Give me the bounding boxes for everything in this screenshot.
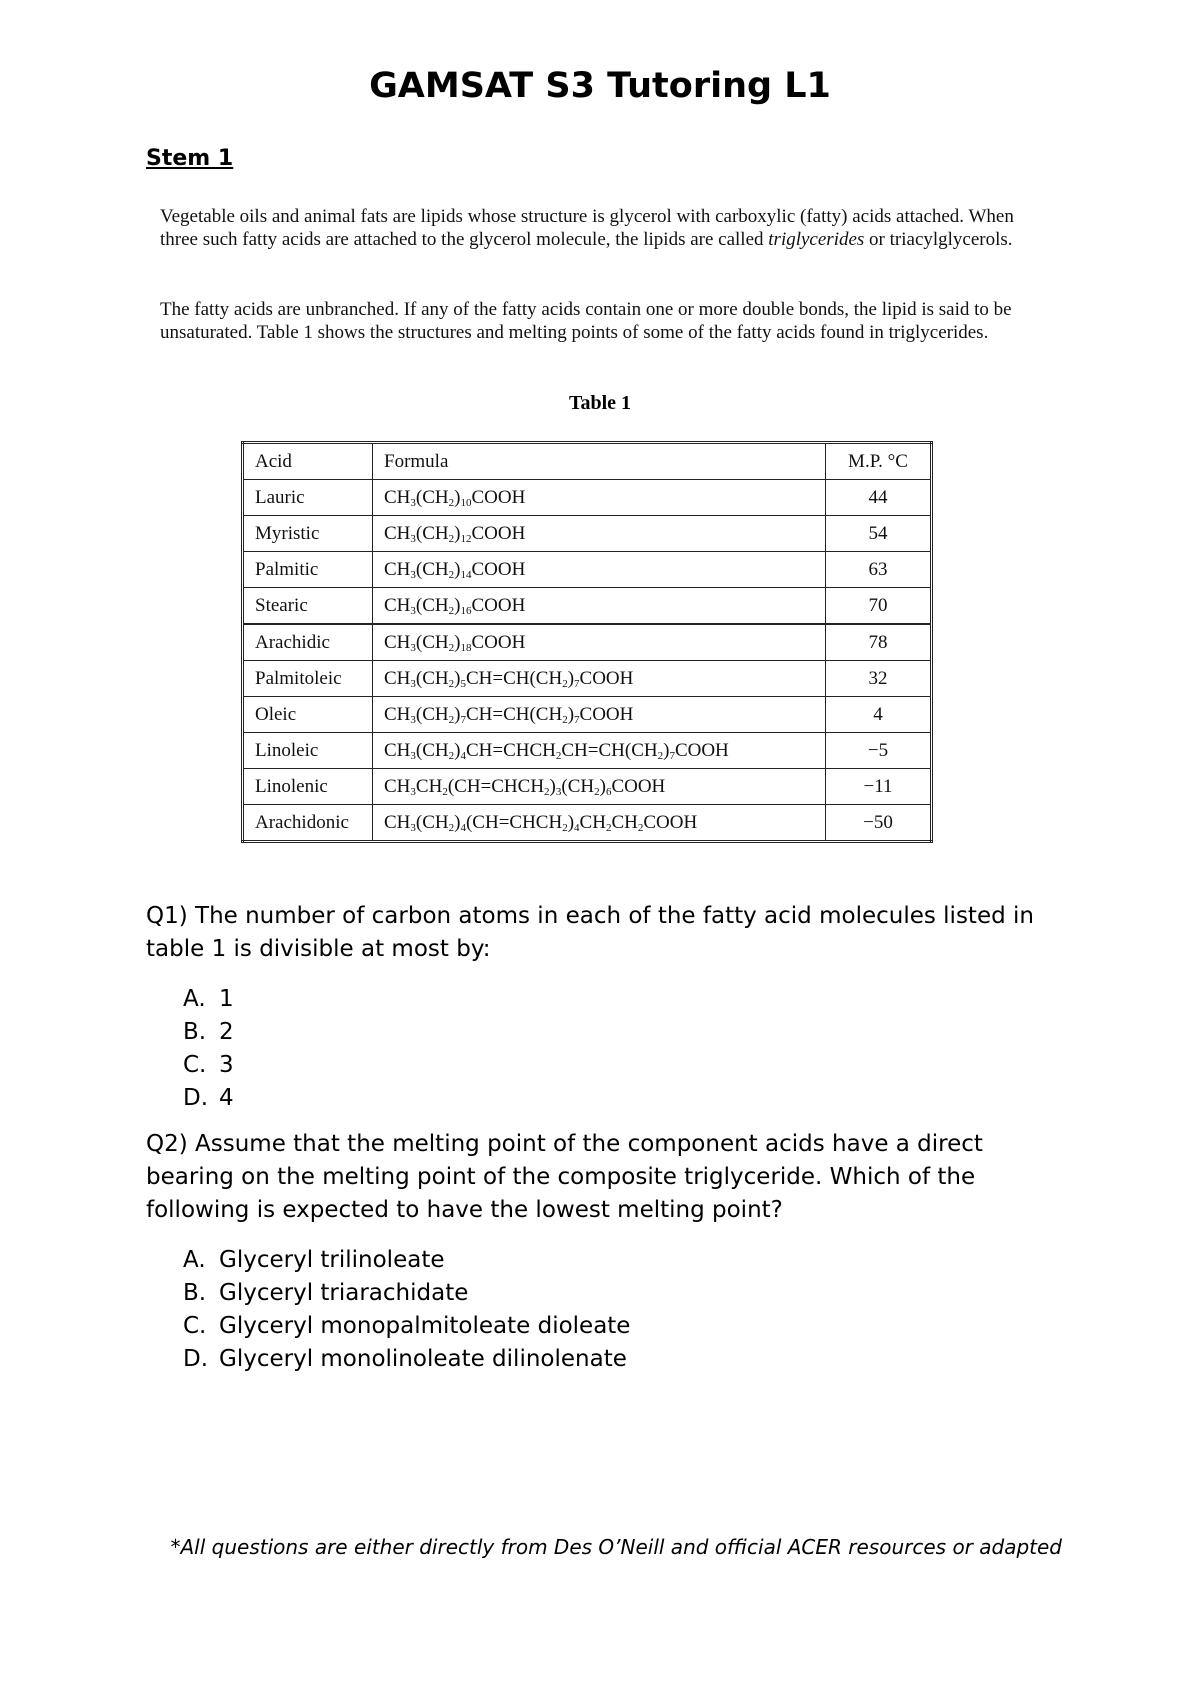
option-letter: C. bbox=[183, 1052, 207, 1078]
table-row bbox=[243, 661, 932, 697]
passage-text: or triacylglycerols. bbox=[864, 229, 1013, 250]
passage-paragraph-2: The fatty acids are unbranched. If any of the fatty acids contain one or more double bonds, the lipid is said to be unsaturated. Table 1 shows the structures and melting points of some of the fatty acids found in triglycerides. bbox=[160, 299, 1012, 343]
answer-option bbox=[183, 1244, 630, 1277]
option-letter: B. bbox=[183, 1280, 207, 1306]
melting-point-cell: −11 bbox=[826, 769, 932, 805]
formula-cell: $CH_3(CH_2)_7CH=CH(CH_2)_7COOH$ bbox=[373, 697, 826, 733]
table-body bbox=[243, 480, 932, 842]
table-row bbox=[243, 697, 932, 733]
answer-option bbox=[183, 1049, 234, 1082]
acid-name-cell: Arachidonic bbox=[243, 805, 373, 842]
melting-point-cell: 44 bbox=[826, 480, 932, 516]
melting-point-cell: −50 bbox=[826, 805, 932, 842]
page-title: GAMSAT S3 Tutoring L1 bbox=[369, 66, 831, 106]
option-letter: C. bbox=[183, 1313, 207, 1339]
formula-cell: $CH_3(CH_2)_{18}COOH$ bbox=[373, 624, 826, 661]
question-2-options bbox=[183, 1244, 630, 1376]
column-header-mp: M.P. °C bbox=[826, 443, 932, 480]
melting-point-cell: −5 bbox=[826, 733, 932, 769]
option-letter: A. bbox=[183, 1247, 206, 1273]
answer-option bbox=[183, 983, 234, 1016]
melting-point-cell: 63 bbox=[826, 552, 932, 588]
stem-heading: Stem 1 bbox=[146, 146, 234, 171]
answer-option bbox=[183, 1310, 630, 1343]
column-header-acid: Acid bbox=[243, 443, 373, 480]
formula-cell: $CH_3(CH_2)_{10}COOH$ bbox=[373, 480, 826, 516]
melting-point-cell: 4 bbox=[826, 697, 932, 733]
table-row bbox=[243, 588, 932, 625]
option-letter: A. bbox=[183, 986, 206, 1012]
table-caption: Table 1 bbox=[568, 392, 632, 414]
question-1-options bbox=[183, 983, 234, 1115]
formula-cell: $CH_3(CH_2)_4(CH=CHCH_2)_4CH_2CH_2COOH$ bbox=[373, 805, 826, 842]
option-text: 1 bbox=[219, 986, 234, 1012]
acid-name-cell: Lauric bbox=[243, 480, 373, 516]
fatty-acid-table bbox=[241, 441, 933, 843]
melting-point-cell: 78 bbox=[826, 624, 932, 661]
acid-name-cell: Linoleic bbox=[243, 733, 373, 769]
formula-cell: $CH_3(CH_2)_4CH=CHCH_2CH=CH(CH_2)_7COOH$ bbox=[373, 733, 826, 769]
acid-name-cell: Stearic bbox=[243, 588, 373, 625]
melting-point-cell: 70 bbox=[826, 588, 932, 625]
table-row bbox=[243, 624, 932, 661]
option-letter: D. bbox=[183, 1346, 209, 1372]
answer-option bbox=[183, 1343, 630, 1376]
option-text: 3 bbox=[219, 1052, 234, 1078]
acid-name-cell: Palmitoleic bbox=[243, 661, 373, 697]
option-text: 4 bbox=[219, 1085, 234, 1111]
option-text: 2 bbox=[219, 1019, 234, 1045]
footnote: *All questions are either directly from Des O’Neill and official ACER resources or adapted bbox=[170, 1535, 1062, 1559]
passage-paragraph-1 bbox=[160, 205, 1020, 251]
answer-option bbox=[183, 1277, 630, 1310]
acid-name-cell: Oleic bbox=[243, 697, 373, 733]
melting-point-cell: 32 bbox=[826, 661, 932, 697]
formula-cell: $CH_3(CH_2)_5CH=CH(CH_2)_7COOH$ bbox=[373, 661, 826, 697]
passage-italic-term: triglycerides bbox=[768, 229, 865, 250]
acid-name-cell: Linolenic bbox=[243, 769, 373, 805]
option-letter: D. bbox=[183, 1085, 209, 1111]
table-row bbox=[243, 480, 932, 516]
melting-point-cell: 54 bbox=[826, 516, 932, 552]
column-header-formula: Formula bbox=[373, 443, 826, 480]
table-row bbox=[243, 769, 932, 805]
table-header-row bbox=[243, 443, 932, 480]
formula-cell: $CH_3(CH_2)_{12}COOH$ bbox=[373, 516, 826, 552]
table-row bbox=[243, 552, 932, 588]
question-2: Q2) Assume that the melting point of the component acids have a direct bearing on the melting point of the composite triglyceride. Which of the following is expected to have the lowest melting point? bbox=[146, 1131, 983, 1223]
answer-option bbox=[183, 1016, 234, 1049]
option-text: Glyceryl monolinoleate dilinolenate bbox=[219, 1346, 627, 1372]
answer-option bbox=[183, 1082, 234, 1115]
acid-name-cell: Palmitic bbox=[243, 552, 373, 588]
passage-text: Vegetable oils and animal fats are lipids whose structure is glycerol with carboxylic (fatty) acids attached. When three such fatty acids are attached to the glycerol molecule, the lipids are called bbox=[160, 206, 1014, 250]
option-text: Glyceryl trilinoleate bbox=[219, 1247, 445, 1273]
formula-cell: $CH_3(CH_2)_{14}COOH$ bbox=[373, 552, 826, 588]
table-row bbox=[243, 516, 932, 552]
option-letter: B. bbox=[183, 1019, 207, 1045]
acid-name-cell: Myristic bbox=[243, 516, 373, 552]
question-1: Q1) The number of carbon atoms in each of the fatty acid molecules listed in table 1 is divisible at most by: bbox=[146, 903, 1034, 962]
table-row bbox=[243, 805, 932, 842]
option-text: Glyceryl monopalmitoleate dioleate bbox=[219, 1313, 631, 1339]
acid-name-cell: Arachidic bbox=[243, 624, 373, 661]
option-text: Glyceryl triarachidate bbox=[219, 1280, 469, 1306]
table-row bbox=[243, 733, 932, 769]
formula-cell: $CH_3CH_2(CH=CHCH_2)_3(CH_2)_6COOH$ bbox=[373, 769, 826, 805]
formula-cell: $CH_3(CH_2)_{16}COOH$ bbox=[373, 588, 826, 625]
